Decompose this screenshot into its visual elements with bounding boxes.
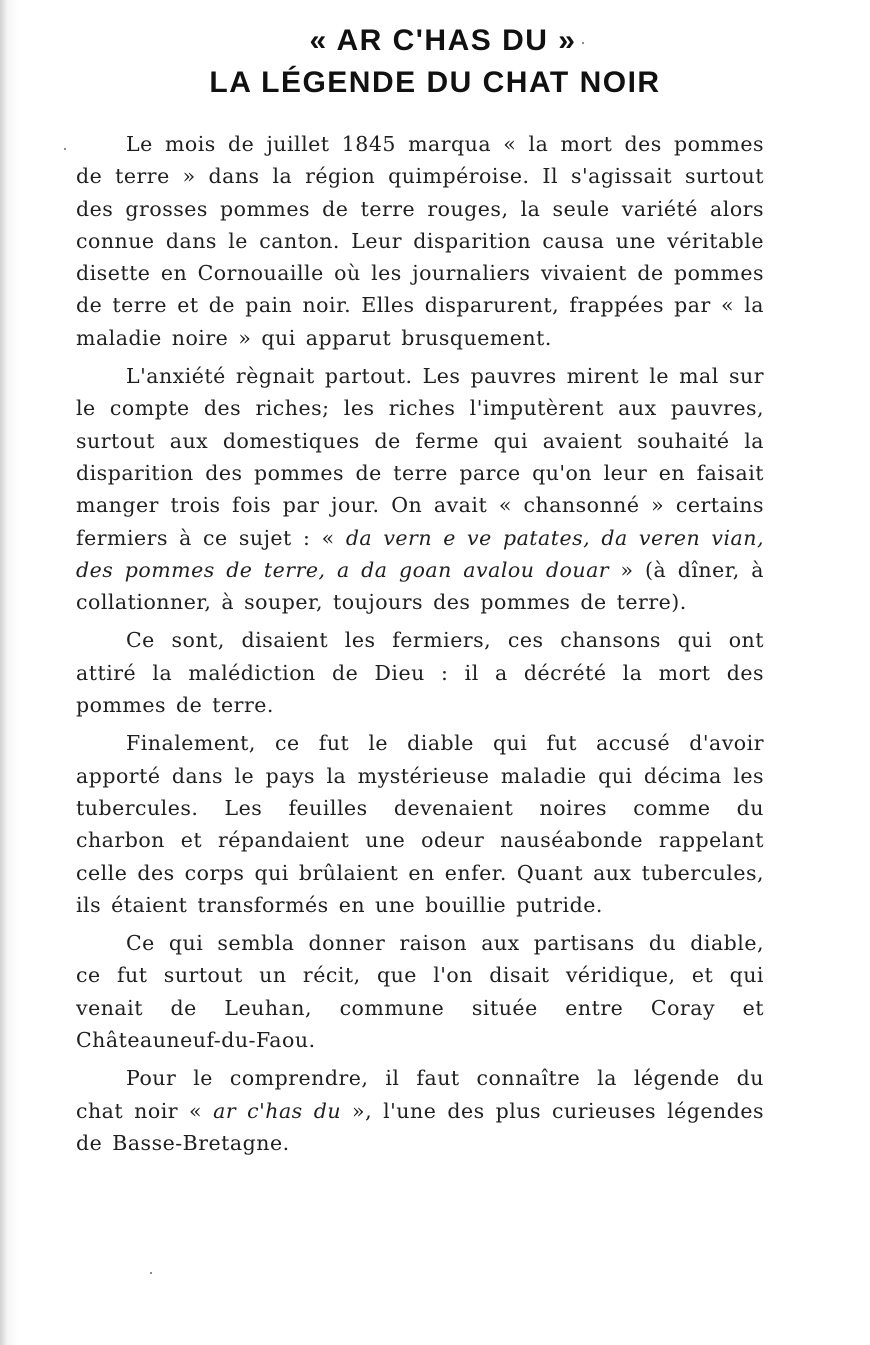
paragraph-6-text-end: », l'une des plus curieuses légendes de Basse-Bretagne. [76, 1098, 764, 1155]
page-edge-shadow [0, 0, 18, 1345]
paragraph-2-breton-quote: da vern e ve patates, da veren vian, des pommes de terre, a da goan avalou douar [76, 525, 764, 582]
scan-speck [150, 1272, 152, 1274]
paragraph-6-breton-term: ar c'has du [213, 1098, 342, 1123]
paragraph-5: Ce qui sembla donner raison aux partisans du diable, ce fut surtout un récit, que l'on disait véridique, et qui venait de Leuhan, commune située entre Coray et Châteauneuf-du-Faou. [76, 931, 764, 1053]
paragraph-1: Le mois de juillet 1845 marqua « la mort des pommes de terre » dans la région quimpéroise. Il s'agissait surtout des grosses pommes de terre rouges, la seule variété alors connue dans le canton. Leur disparition causa une véritable disette en Cornouaille où les journaliers vivaient de pommes de terre et de pain noir. Elles disparurent, frappées par « la maladie noire » qui apparut brusquement. [76, 132, 764, 350]
paragraph-2 [76, 360, 764, 618]
scan-speck [582, 42, 584, 44]
paragraph-4: Finalement, ce fut le diable qui fut accusé d'avoir apporté dans le pays la mystérieuse maladie qui décima les tubercules. Les feuilles devenaient noires comme du charbon et répandaient une odeur nauséabonde rappelant celle des corps qui brûlaient en enfer. Quant aux tubercules, ils étaient transformés en une bouillie putride. [76, 731, 764, 917]
paragraph-6 [76, 1062, 764, 1159]
paragraph-3: Ce sont, disaient les fermiers, ces chansons qui ont attiré la malédiction de Dieu : il a décrété la mort des pommes de terre. [76, 628, 764, 718]
paragraph-2-text-end: » (à dîner, à collationner, à souper, toujours des pommes de terre). [76, 557, 764, 615]
title-line-1: « AR C'HAS DU » [309, 24, 577, 57]
scan-speck [64, 148, 66, 150]
title-line-2: LA LÉGENDE DU CHAT NOIR [209, 66, 661, 99]
article-body [76, 128, 764, 1165]
paragraph-2-text-start: L'anxiété règnait partout. Les pauvres mirent le mal sur le compte des riches; les riches l'imputèrent aux pauvres, surtout aux domestiques de ferme qui avaient souhaité la disparition des pommes de terre parce qu'on leur en faisait manger trois fois par jour. On avait « chansonné » certains fermiers à ce sujet : « [76, 364, 764, 550]
paragraph-6-text-start: Pour le comprendre, il faut connaître la légende du chat noir « [76, 1066, 764, 1123]
